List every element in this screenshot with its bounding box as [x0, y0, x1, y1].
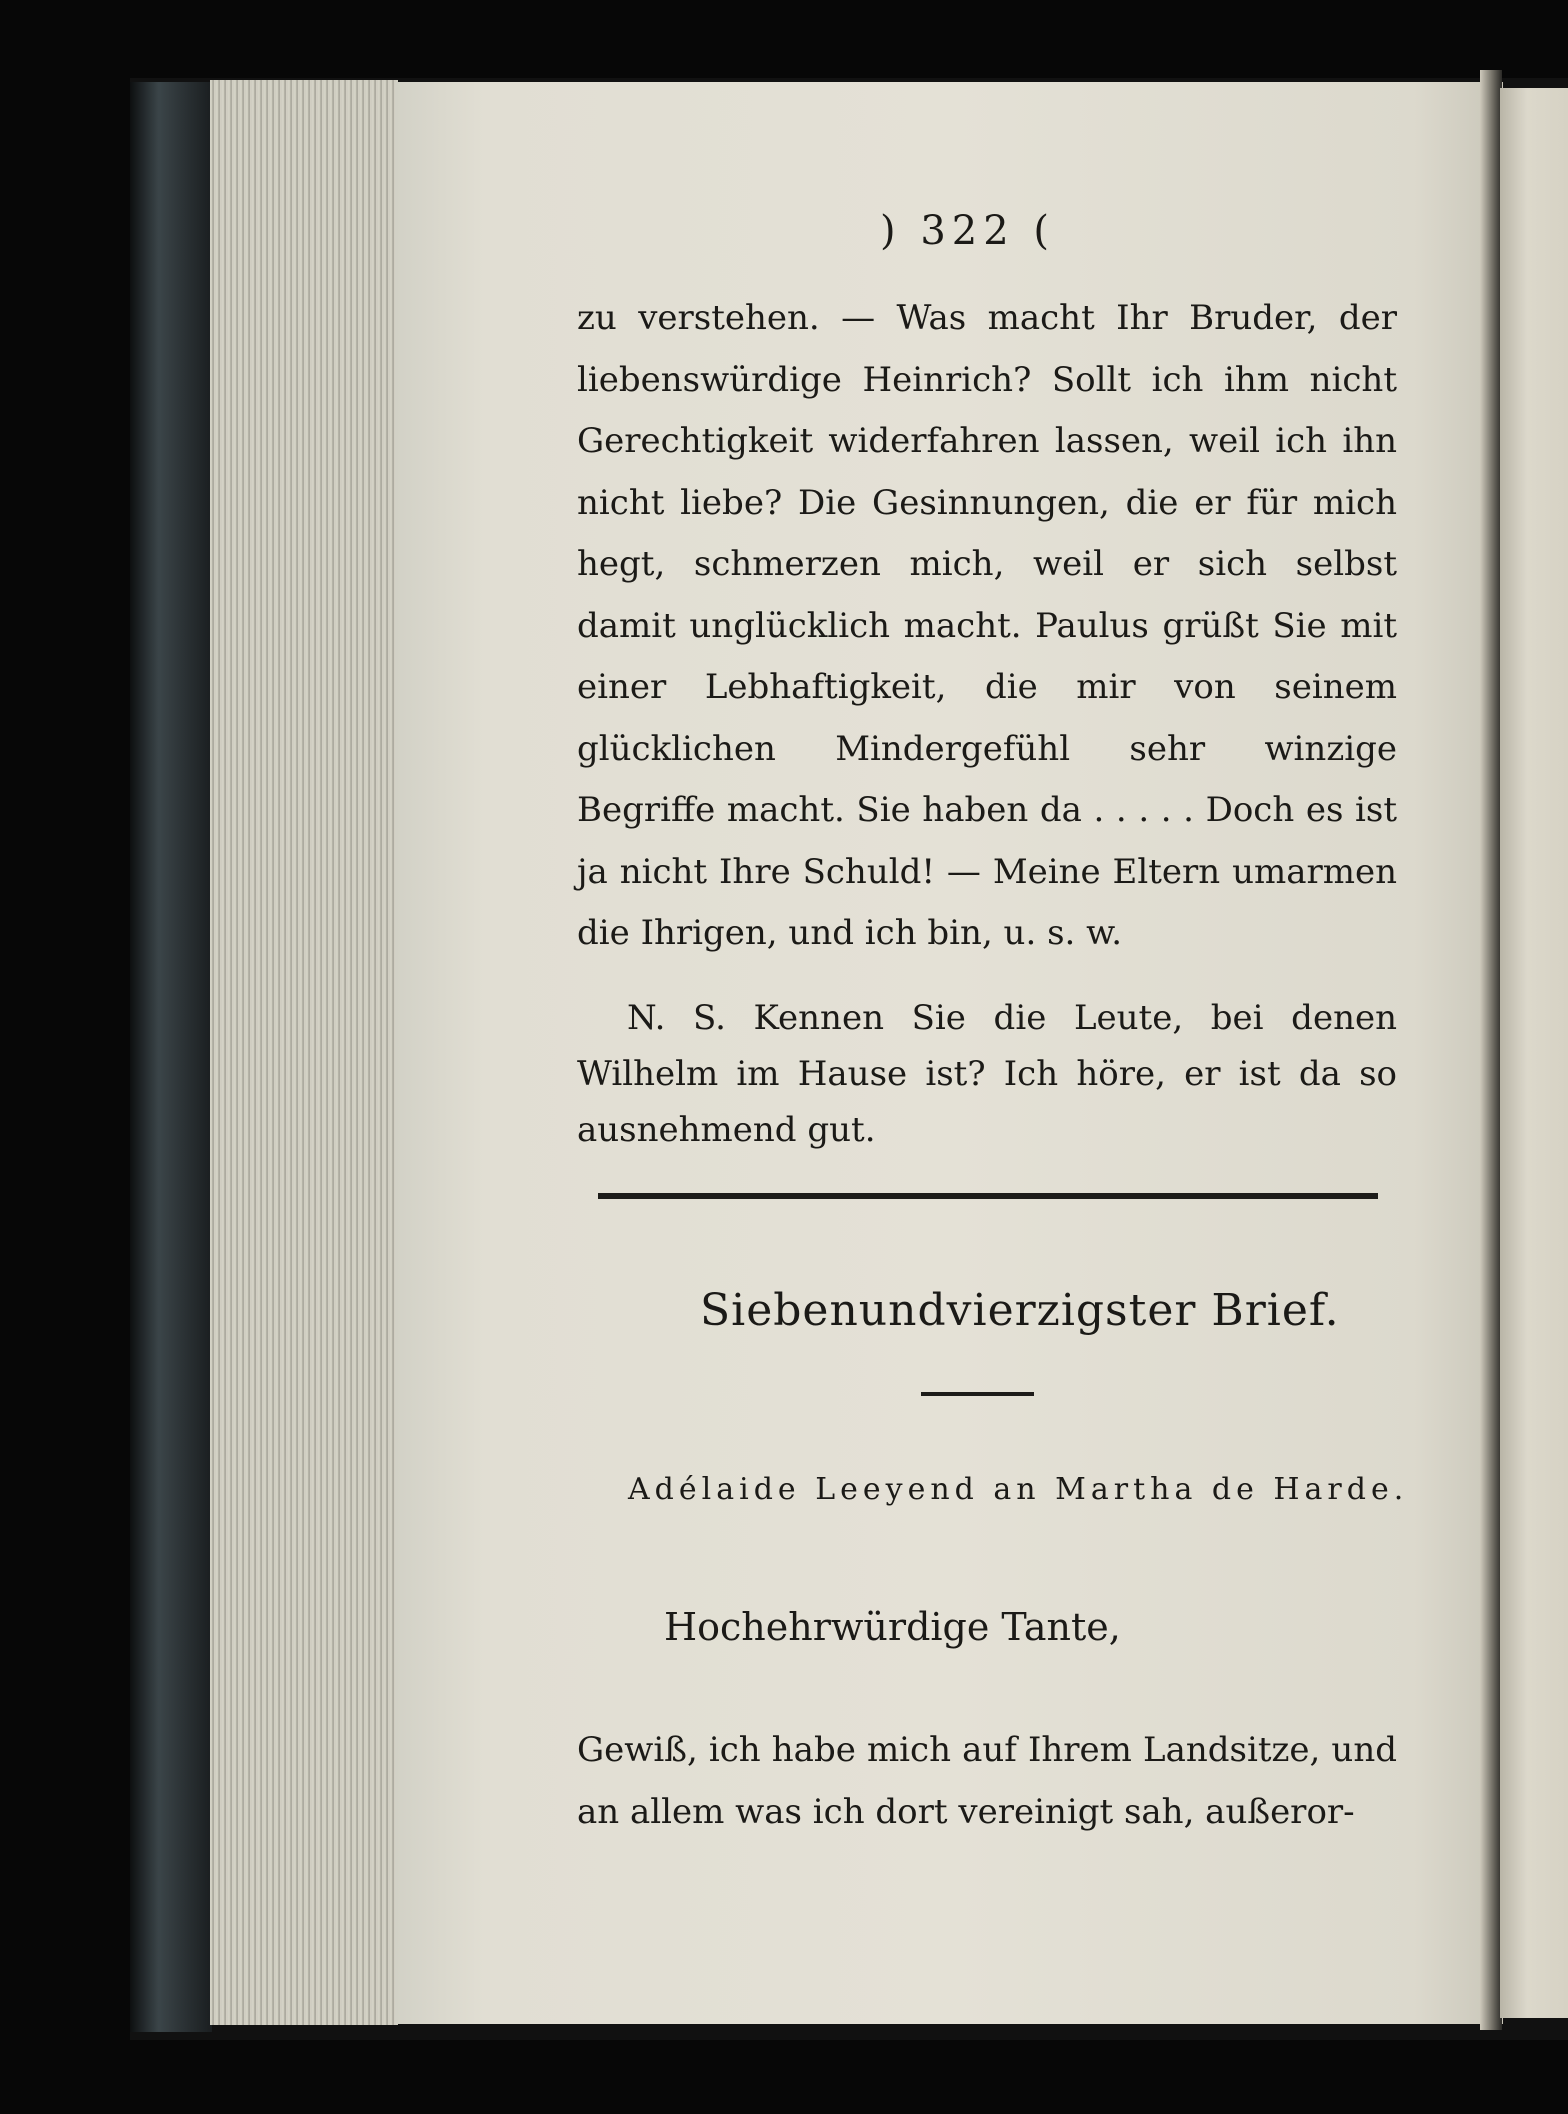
book-cover-edge — [130, 82, 212, 2032]
section-divider-rule — [598, 1193, 1378, 1199]
body-paragraph-2: Gewiß, ich habe mich auf Ihrem Landsitze, und an allem was ich dort vereinigt sah, außeror- — [577, 1730, 1397, 1832]
next-page-edge — [1500, 88, 1568, 2018]
book-gutter — [1480, 70, 1502, 2030]
body-paragraph-1: zu verstehen. — Was macht Ihr Bruder, der liebenswürdige Heinrich? Sollt ich ihm nicht Gerechtigkeit widerfahren lassen, weil ich ihn nicht liebe? Die Gesinnungen, die er für mich hegt, schmerzen mich, weil er sich selbst damit unglücklich macht. Paulus grüßt Sie mit einer Lebhaftigkeit, die mir von seinem glücklichen Mindergefühl sehr winzige Begriffe macht. Sie haben da . . . . . Doch es ist ja nicht Ihre Schuld! — Meine Eltern umarmen die Ihrigen, und ich bin, u. s. w. — [577, 298, 1397, 953]
letter-title: Siebenundvierzigster Brief. — [700, 1285, 1340, 1336]
letter-address-line: Adélaide Leeyend an Martha de Harde. — [628, 1472, 1409, 1507]
postscript: N. S. Kennen Sie die Leute, bei denen Wilhelm im Hause ist? Ich höre, er ist da so ausnehmend gut. — [577, 998, 1397, 1150]
title-underline-rule — [921, 1392, 1034, 1396]
page-block-edges — [210, 80, 398, 2025]
letter-salutation: Hochehrwürdige Tante, — [664, 1605, 1121, 1649]
page-number-header: ) 322 ( — [880, 208, 1055, 254]
